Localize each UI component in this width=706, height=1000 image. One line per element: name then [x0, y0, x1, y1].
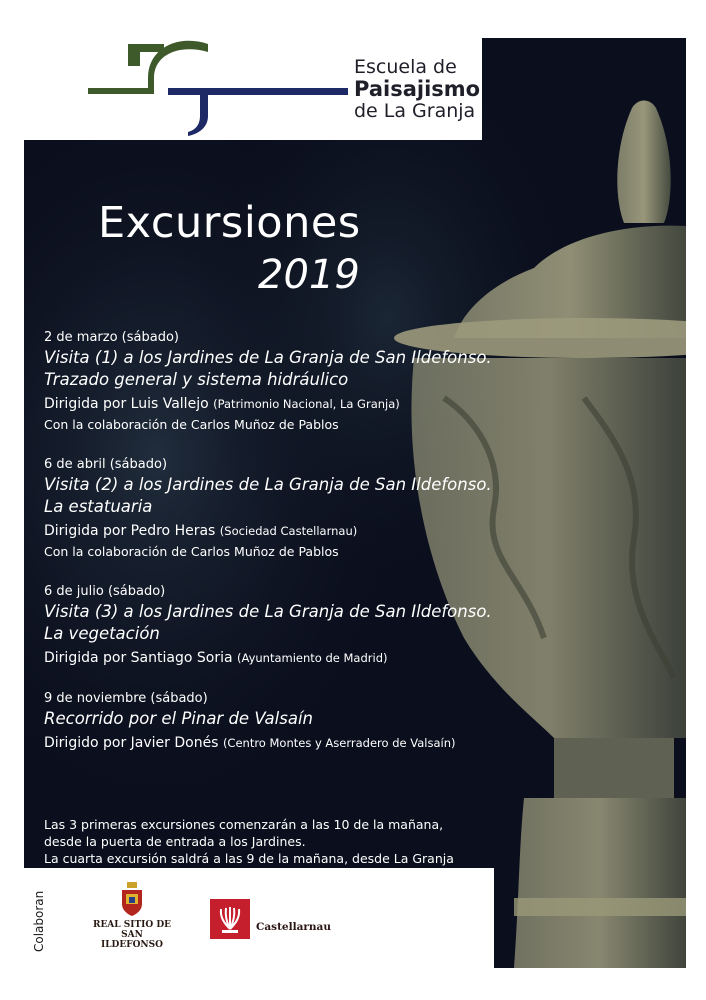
- event-subtitle: Trazado general y sistema hidráulico: [44, 370, 349, 389]
- colaboran-label: Colaboran: [32, 890, 46, 952]
- notes-line1: Las 3 primeras excursiones comenzarán a las 10 de la mañana,: [44, 817, 444, 832]
- school-logo-icon: [48, 38, 348, 138]
- event-organization: (Ayuntamiento de Madrid): [237, 651, 388, 665]
- coat-of-arms-icon: [119, 882, 145, 916]
- castellarnau-name: Castellarnau: [256, 921, 331, 933]
- event-director: [44, 520, 644, 542]
- poster: [24, 38, 686, 968]
- event-collaboration: Con la colaboración de Carlos Muñoz de Pablos: [44, 417, 339, 432]
- school-name-line2: Paisajismo: [354, 77, 481, 101]
- event-title: Visita (2) a los Jardines de La Granja de San Ildefonso.: [44, 475, 492, 494]
- school-name-line3: de La Granja: [354, 100, 476, 122]
- event-subtitle: La vegetación: [44, 624, 160, 643]
- event-date: 2 de marzo (sábado): [44, 330, 179, 345]
- event-director-name: Dirigida por Pedro Heras: [44, 523, 216, 539]
- event-title: Visita (3) a los Jardines de La Granja de San Ildefonso.: [44, 602, 492, 621]
- notes: [44, 816, 454, 867]
- event-director-name: Dirigida por Santiago Soria: [44, 650, 233, 666]
- event-organization: (Patrimonio Nacional, La Granja): [213, 397, 400, 411]
- event-title: Visita (1) a los Jardines de La Granja de San Ildefonso.: [44, 348, 492, 367]
- real-sitio-logo: [92, 882, 172, 952]
- event-director: [44, 732, 644, 754]
- event-collaboration: Con la colaboración de Carlos Muñoz de Pablos: [44, 544, 339, 559]
- notes-line3: La cuarta excursión saldrá a las 9 de la mañana, desde La Granja: [44, 851, 454, 866]
- event-date: 6 de julio (sábado): [44, 584, 166, 599]
- event-item: [44, 328, 644, 435]
- notes-line2: desde la puerta de entrada a los Jardines.: [44, 834, 306, 849]
- event-date: 6 de abril (sábado): [44, 457, 168, 472]
- event-title: Recorrido por el Pinar de Valsaín: [44, 709, 314, 728]
- events-list: [44, 328, 644, 774]
- event-subtitle: La estatuaria: [44, 497, 153, 516]
- poster-title: Excursiones: [98, 198, 361, 248]
- castellarnau-emblem-icon: [210, 899, 250, 939]
- event-item: [44, 455, 644, 562]
- event-item: [44, 582, 644, 669]
- event-item: [44, 689, 644, 754]
- event-director-name: Dirigida por Luis Vallejo: [44, 396, 209, 412]
- school-name-line1: Escuela de: [354, 56, 457, 78]
- event-director: [44, 393, 644, 415]
- real-sitio-line1: REAL SITIO DE: [92, 920, 172, 930]
- poster-year: 2019: [258, 252, 360, 298]
- event-date: 9 de noviembre (sábado): [44, 691, 208, 706]
- event-director: [44, 647, 644, 669]
- event-organization: (Centro Montes y Aserradero de Valsaín): [222, 736, 456, 750]
- school-name: [354, 58, 480, 121]
- real-sitio-line2: SAN ILDEFONSO: [101, 930, 163, 950]
- header-panel: [24, 38, 482, 140]
- event-organization: (Sociedad Castellarnau): [219, 524, 358, 538]
- event-director-name: Dirigido por Javier Donés: [44, 735, 219, 751]
